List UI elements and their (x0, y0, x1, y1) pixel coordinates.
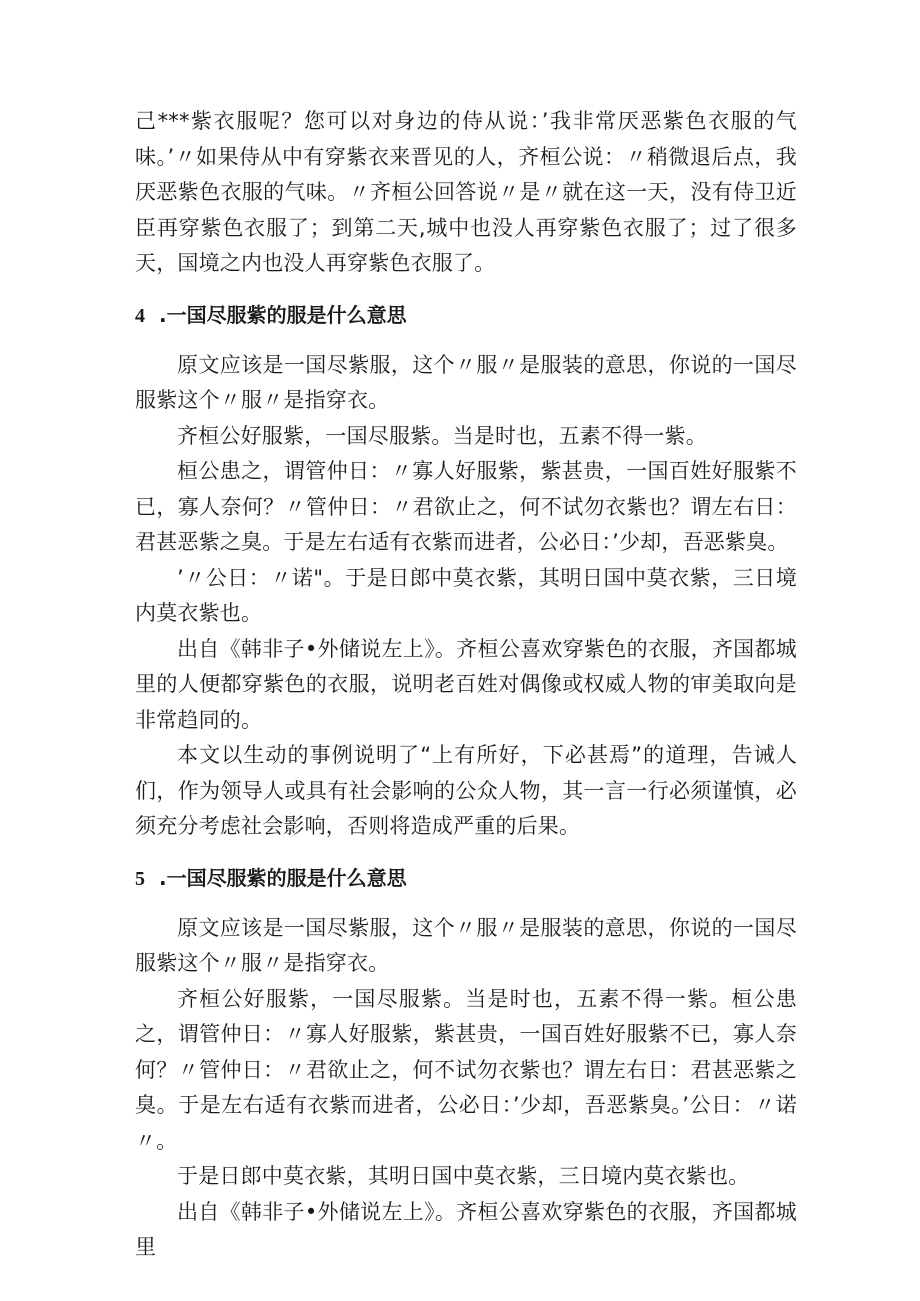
section-4-paragraph-2: 齐桓公好服紫，一国尽服紫。当是时也，五素不得一紫。 (177, 423, 707, 448)
section-4-paragraph-6: 本文以生动的事例说明了“上有所好，下必甚焉”的道理，告诫人们，作为领导人或具有社会影响的公众人物，其一言一行必须谨慎，必须充分考虑社会影响，否则将造成严重的后果。 (135, 743, 797, 838)
section-5-paragraph-1: 原文应该是一国尽紫服，这个〃服〃是服装的意思，你说的一国尽服紫这个〃服〃是指穿衣。 (135, 915, 797, 975)
intro-paragraph: 己***紫衣服呢？您可以对身边的侍从说：’我非常厌恶紫色衣服的气味。’〃如果侍从中有穿紫衣来晋见的人，齐桓公说：〃稍微退后点，我厌恶紫色衣服的气味。〃齐桓公回答说〃是〃就在这一天，没有侍卫近臣再穿紫色衣服了；到第二天,城中也没人再穿紫色衣服了；过了很多天，国境之内也没人再穿紫色衣服了。 (135, 109, 797, 275)
section-5-heading (135, 860, 797, 897)
section-5-paragraph-4: 出自《韩非子•外储说左上》。齐桓公喜欢穿紫色的衣服，齐国都城里 (135, 1199, 797, 1259)
section-5-paragraph-2: 齐桓公好服紫，一国尽服紫。当是时也，五素不得一紫。桓公患之，谓管仲日：〃寡人好服紫，紫甚贵，一国百姓好服紫不已，寡人奈何？〃管仲日：〃君欲止之，何不试勿衣紫也？谓左右日：君甚恶紫之臭。于是左右适有衣紫而进者，公必日：’少却，吾恶紫臭。’公日：〃诺〃。 (135, 986, 797, 1153)
section-4-paragraph-5: 出自《韩非子•外储说左上》。齐桓公喜欢穿紫色的衣服，齐国都城里的人便都穿紫色的衣服，说明老百姓对偶像或权威人物的审美取向是非常趋同的。 (135, 636, 797, 732)
section-4-number: 4 (135, 304, 145, 327)
section-4-heading (135, 297, 797, 334)
section-5-title: .一国尽服紫的服是什么意思 (159, 865, 407, 890)
section-5-paragraph-3: 于是日郎中莫衣紫，其明日国中莫衣紫，三日境内莫衣紫也。 (177, 1164, 750, 1188)
section-4-paragraph-3: 桓公患之，谓管仲日：〃寡人好服紫，紫甚贵，一国百姓好服紫不已，寡人奈何？〃管仲日：〃君欲止之，何不试勿衣紫也？谓左右日：君甚恶紫之臭。于是左右适有衣紫而进者，公必日：’少却，吾恶紫臭。 (135, 459, 797, 554)
document-page (135, 104, 797, 1266)
section-4-paragraph-4: ’〃公日：〃诺"。于是日郎中莫衣紫，其明日国中莫衣紫，三日境内莫衣紫也。 (135, 565, 797, 625)
section-4-paragraph-1: 原文应该是一国尽紫服，这个〃服〃是服装的意思，你说的一国尽服紫这个〃服〃是指穿衣。 (135, 352, 797, 412)
section-5-number: 5 (135, 867, 145, 890)
section-4-title: .一国尽服紫的服是什么意思 (159, 302, 407, 327)
